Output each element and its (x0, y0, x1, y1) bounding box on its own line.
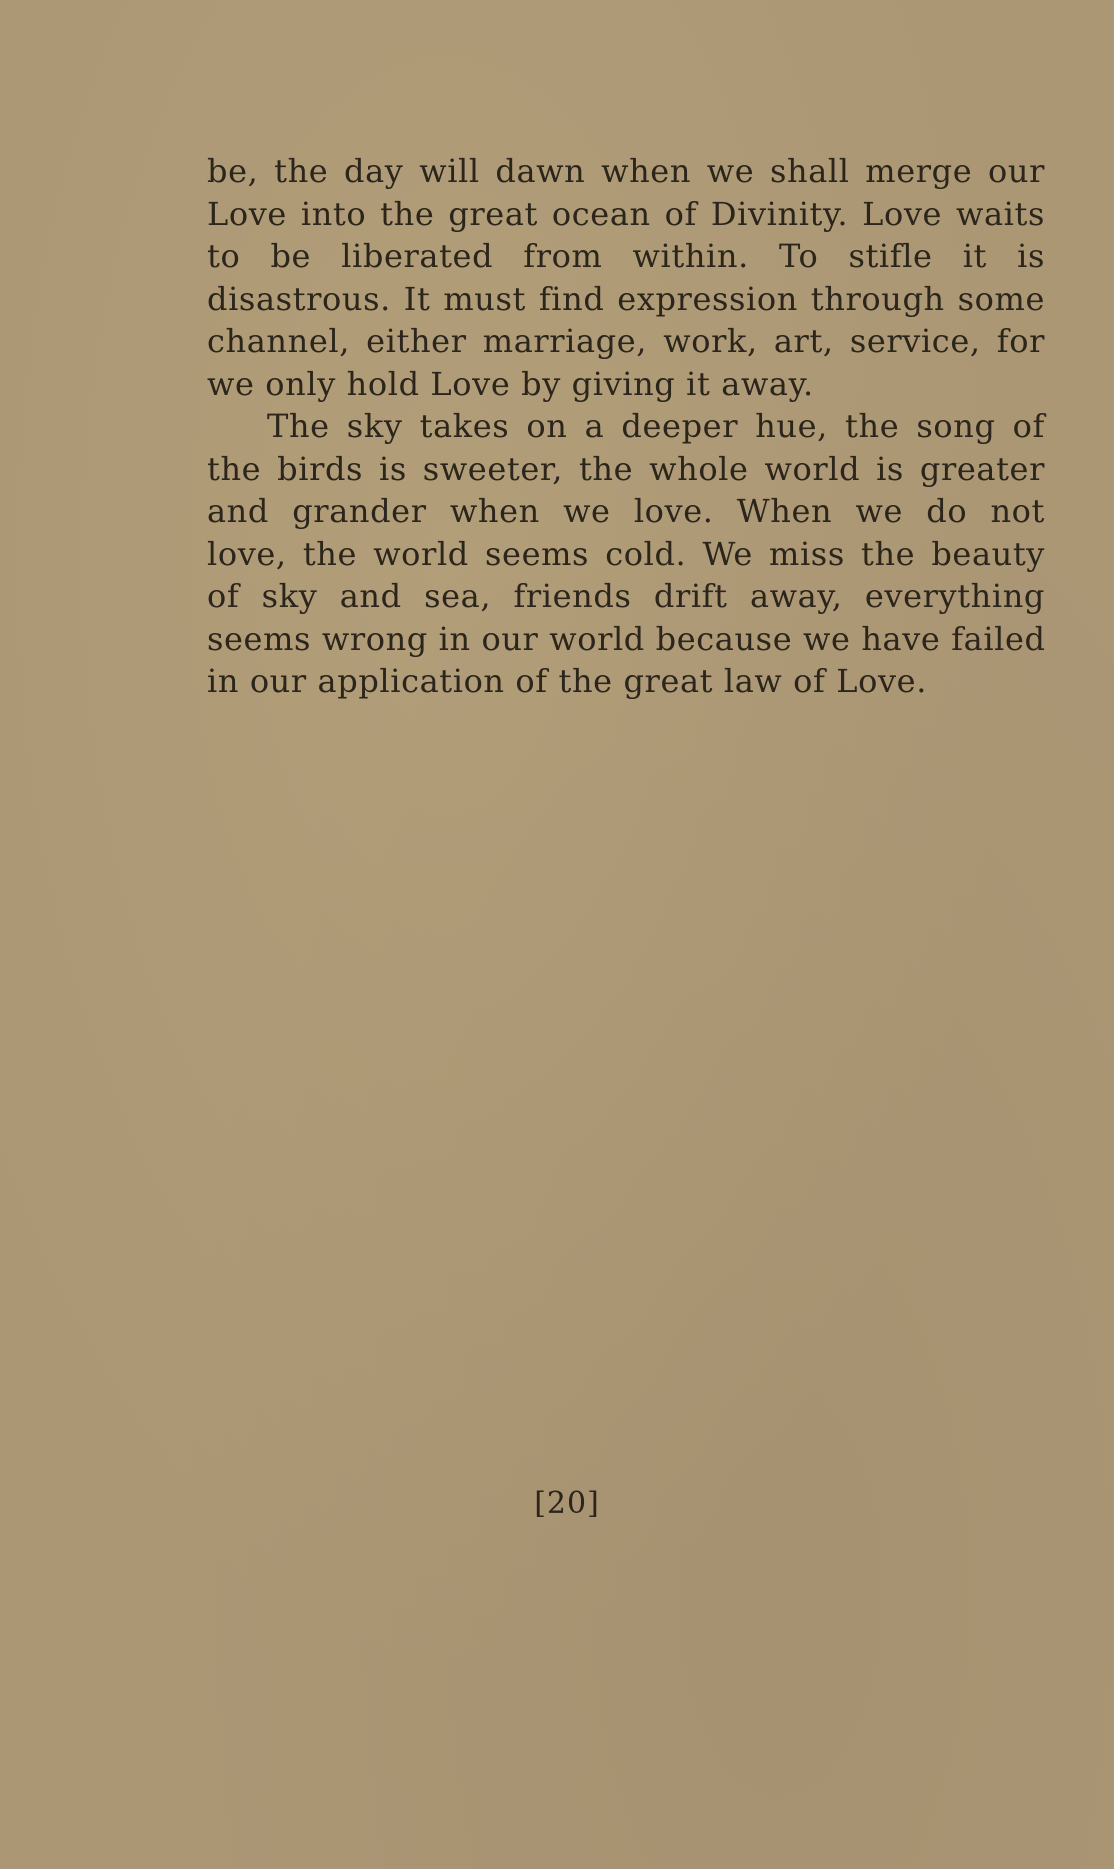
paragraph-1 (207, 150, 1045, 405)
paragraph-2 (207, 405, 1045, 703)
text-line: to be liberated from within. To stifle it is (207, 237, 1045, 275)
text-line: we only hold Love by giving it away. (207, 364, 814, 403)
text-line: in our application of the great law of Love. (207, 662, 927, 700)
text-line: Love into the great ocean of Divinity. Love waits (207, 194, 1045, 233)
text-line: seems wrong in our world because we have failed (207, 619, 1046, 658)
text-line: and grander when we love. When we do not (207, 492, 1045, 530)
text-line: The sky takes on a deeper hue, the song of (267, 407, 1045, 445)
page-number: [20] (534, 1486, 600, 1521)
text-line: love, the world seems cold. We miss the beauty (207, 534, 1045, 573)
text-line: channel, either marriage, work, art, service, for (207, 322, 1045, 360)
text-line: of sky and sea, friends drift away, everything (207, 577, 1045, 615)
text-line: disastrous. It must find expression through some (207, 279, 1045, 318)
text-line: the birds is sweeter, the whole world is greater (207, 449, 1045, 488)
body-text (207, 150, 1045, 703)
text-line: be, the day will dawn when we shall merge our (207, 152, 1045, 190)
